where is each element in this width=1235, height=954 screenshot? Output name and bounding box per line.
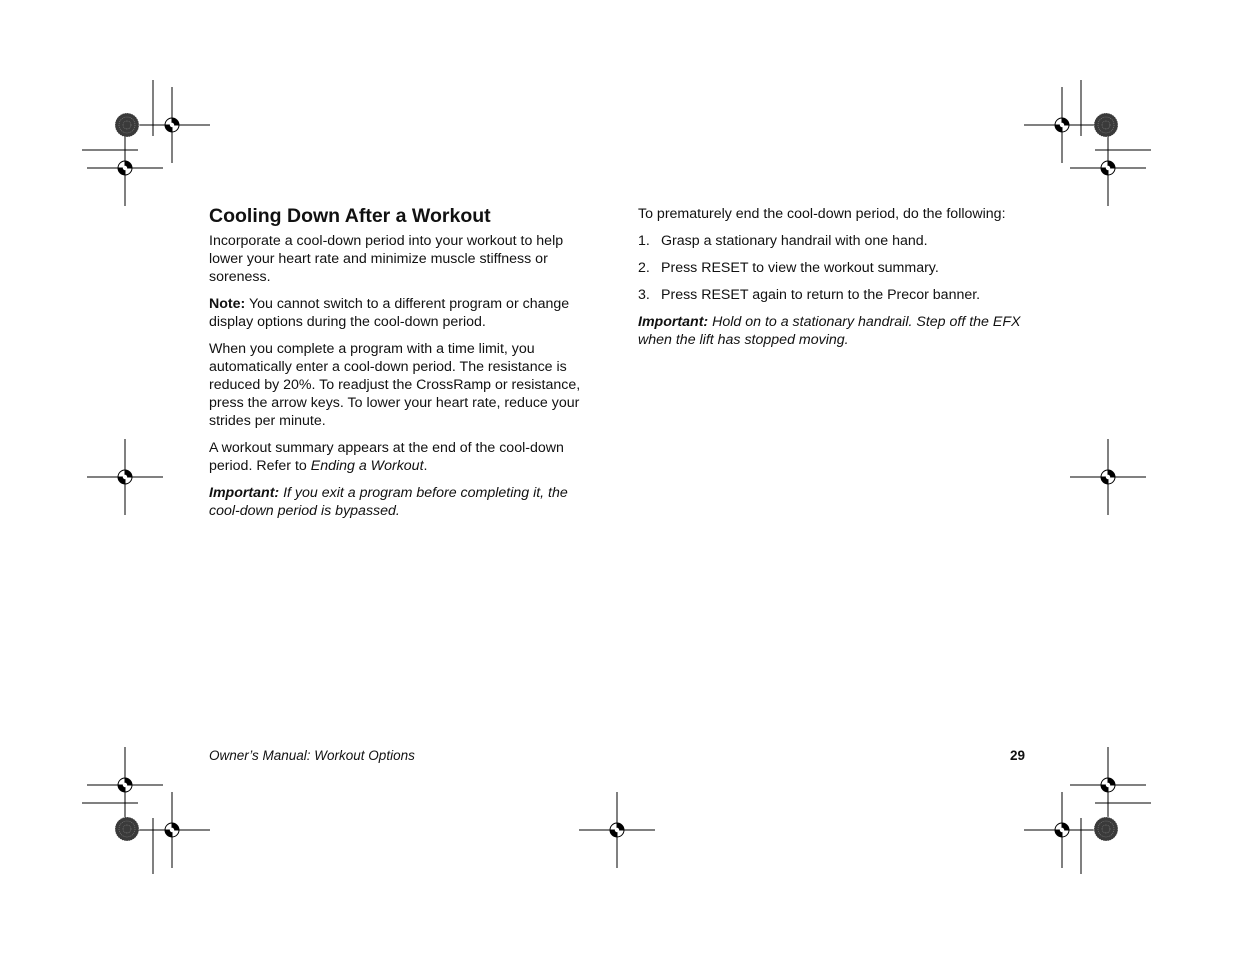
important-label: Important: xyxy=(638,314,709,330)
registration-mark-top-left-b xyxy=(87,130,163,206)
important-paragraph-right xyxy=(638,313,1030,349)
note-label: Note: xyxy=(209,296,246,312)
registration-mark-bottom-center xyxy=(579,792,655,868)
registration-mark-bottom-left-a xyxy=(87,747,163,823)
step-number: 2. xyxy=(638,260,650,276)
step-number: 3. xyxy=(638,287,650,303)
step-text: Grasp a stationary handrail with one hand. xyxy=(661,233,928,249)
intro-paragraph: Incorporate a cool-down period into your workout to help lower your heart rate and minimize muscle stiffness or soreness. xyxy=(209,233,564,285)
step-number: 1. xyxy=(638,233,650,249)
list-item xyxy=(638,259,1030,277)
registration-mark-top-right-a xyxy=(1024,87,1100,163)
cross-reference: Ending a Workout xyxy=(310,458,424,474)
registration-mark-bottom-right-a xyxy=(1070,747,1146,823)
star-target-top-left xyxy=(115,113,139,137)
star-target-bottom-right xyxy=(1094,817,1118,841)
registration-mark-middle-right xyxy=(1070,439,1146,515)
summary-paragraph xyxy=(209,439,594,475)
step-text: Press RESET again to return to the Precor banner. xyxy=(661,287,981,303)
steps-list xyxy=(638,232,1030,304)
left-column xyxy=(209,204,594,529)
list-item xyxy=(638,286,1030,304)
registration-mark-top-right-b xyxy=(1070,130,1146,206)
important-paragraph-left xyxy=(209,484,594,520)
note-paragraph xyxy=(209,295,594,331)
star-target-bottom-left xyxy=(115,817,139,841)
registration-mark-middle-left xyxy=(87,439,163,515)
summary-end: . xyxy=(423,458,428,474)
important-text: If you exit a program before completing it, the cool-down period is bypassed. xyxy=(209,485,568,519)
summary-text: A workout summary appears at the end of the cool-down period. Refer to xyxy=(209,440,564,474)
program-paragraph: When you complete a program with a time limit, you automatically enter a cool-down period. The resistance is reduced by 20%. To readjust the CrossRamp or resistance, press the arrow keys. To lower your heart rate, reduce your strides per minute. xyxy=(209,341,581,429)
step-text: Press RESET to view the workout summary. xyxy=(661,260,939,276)
star-target-top-right xyxy=(1094,113,1118,137)
list-item xyxy=(638,232,1030,250)
section-title: Cooling Down After a Workout xyxy=(209,205,491,227)
steps-lead: To prematurely end the cool-down period, do the following: xyxy=(638,206,1006,222)
registration-mark-bottom-right-b xyxy=(1024,792,1100,868)
footer-manual-title: Owner’s Manual: Workout Options xyxy=(209,748,415,763)
registration-mark-bottom-left-b xyxy=(134,792,210,868)
note-text: You cannot switch to a different program or change display options during the cool-down period. xyxy=(209,296,570,330)
page-number: 29 xyxy=(1009,748,1025,763)
important-label: Important: xyxy=(209,485,280,501)
right-column xyxy=(638,205,1030,358)
important-text: Hold on to a stationary handrail. Step off the EFX when the lift has stopped moving. xyxy=(638,314,1021,348)
registration-mark-top-left-a xyxy=(134,87,210,163)
